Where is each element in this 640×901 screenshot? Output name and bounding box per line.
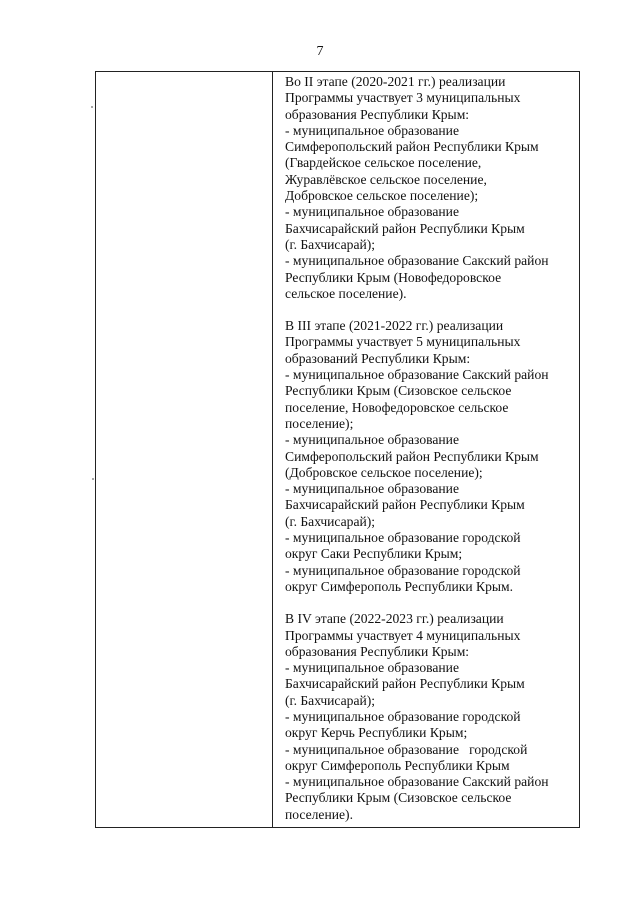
stage-text-line: сельское поселение). bbox=[285, 285, 407, 301]
stage-text-line: Симферопольский район Республики Крым bbox=[285, 139, 539, 155]
program-stages-table bbox=[95, 71, 580, 828]
stage-block bbox=[285, 318, 577, 595]
stage-text-line: округ Симферополь Республики Крым bbox=[285, 757, 510, 773]
stage-text-line: Симферопольский район Республики Крым bbox=[285, 448, 539, 464]
stage-text-line: - муниципальное образование городской bbox=[285, 530, 521, 546]
right-cell-stages bbox=[285, 74, 577, 823]
stage-text-line: (Добровское сельское поселение); bbox=[285, 464, 483, 480]
column-divider bbox=[272, 72, 273, 827]
stage-text-line: Республики Крым (Сизовское сельское bbox=[285, 383, 512, 399]
stage-text-line: Республики Крым (Сизовское сельское bbox=[285, 790, 512, 806]
stage-text-line: - муниципальное образование Сакский район bbox=[285, 367, 549, 383]
stage-text-line: Во II этапе (2020-2021 гг.) реализации bbox=[285, 74, 506, 89]
stage-text-line: (г. Бахчисарай); bbox=[285, 692, 376, 708]
stage-text-line: - муниципальное образование bbox=[285, 481, 459, 497]
scan-speck bbox=[91, 106, 93, 108]
stage-text-line: (г. Бахчисарай); bbox=[285, 513, 376, 529]
stage-text-line: Журавлёвское сельское поселение, bbox=[285, 171, 487, 187]
stage-text-line: поселение). bbox=[285, 806, 353, 822]
stage-text-line: образования Республики Крым: bbox=[285, 106, 470, 122]
stage-block bbox=[285, 74, 577, 302]
stage-text-line: - муниципальное образование городской bbox=[285, 741, 528, 757]
stage-text-line: Бахчисарайский район Республики Крым bbox=[285, 497, 525, 513]
stage-text-line: Программы участвует 4 муниципальных bbox=[285, 627, 521, 643]
stage-text-line: Бахчисарайский район Республики Крым bbox=[285, 220, 525, 236]
stage-text-line: образования Республики Крым: bbox=[285, 643, 470, 659]
stage-text-line: округ Симферополь Республики Крым. bbox=[285, 578, 514, 594]
stage-text-line: Добровское сельское поселение); bbox=[285, 188, 479, 204]
stage-text-line: Программы участвует 5 муниципальных bbox=[285, 334, 521, 350]
stage-text-line: - муниципальное образование Сакский район bbox=[285, 774, 549, 790]
stage-text-line: - муниципальное образование городской bbox=[285, 708, 521, 724]
stage-text-line: - муниципальное образование городской bbox=[285, 562, 521, 578]
page-number: 7 bbox=[316, 44, 324, 59]
stage-text-line: Бахчисарайский район Республики Крым bbox=[285, 676, 525, 692]
stage-text-line: В III этапе (2021-2022 гг.) реализации bbox=[285, 318, 504, 334]
stage-text-line: (Гвардейское сельское поселение, bbox=[285, 155, 482, 171]
stage-text-line: поселение); bbox=[285, 415, 354, 431]
stage-text-line: - муниципальное образование Сакский район bbox=[285, 253, 549, 269]
stage-text-line: В IV этапе (2022-2023 гг.) реализации bbox=[285, 611, 504, 627]
stage-text-line: (г. Бахчисарай); bbox=[285, 236, 376, 252]
stage-text-line: - муниципальное образование bbox=[285, 204, 459, 220]
stage-block bbox=[285, 611, 577, 823]
scan-speck bbox=[92, 478, 94, 480]
stage-text-line: округ Керчь Республики Крым; bbox=[285, 725, 468, 741]
stage-text-line: - муниципальное образование bbox=[285, 122, 459, 138]
stage-text-line: поселение, Новофедоровское сельское bbox=[285, 399, 509, 415]
stage-text-line: Республики Крым (Новофедоровское bbox=[285, 269, 502, 285]
stage-text-line: Программы участвует 3 муниципальных bbox=[285, 90, 521, 106]
stage-text-line: - муниципальное образование bbox=[285, 432, 459, 448]
stage-text-line: - муниципальное образование bbox=[285, 660, 459, 676]
stage-text-line: округ Саки Республики Крым; bbox=[285, 546, 463, 562]
stage-text-line: образований Республики Крым: bbox=[285, 350, 471, 366]
